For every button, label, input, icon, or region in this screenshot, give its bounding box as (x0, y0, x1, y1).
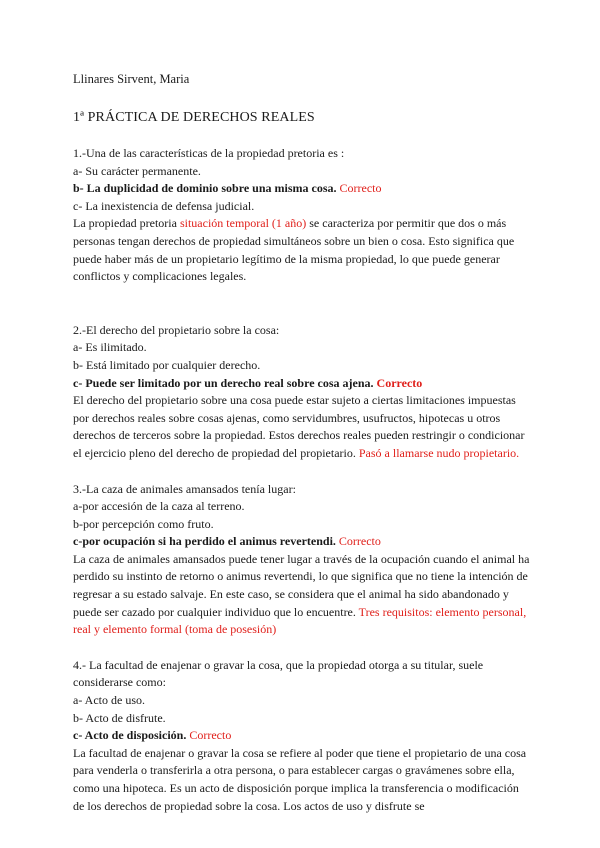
question-4 (73, 657, 530, 815)
explanation-text: La facultad de enajenar o gravar la cosa se refiere al poder que tiene el propietario de una cosa para venderla o transferirla a otra persona, o para establecer cargas o gravámenes sobre ella, como una hipoteca. Es un acto de disposición porque implica la transferencia o modificación de los derechos de propiedad sobre la cosa. Los actos de uso y disfrute se (73, 745, 527, 813)
explanation-text: La caza de animales amansados puede tener lugar a través de la ocupación cuando el animal ha perdido su instinto de retorno o animus revertendi, lo que significa que no tiene la intención de regresar a su estado salvaje. En este caso, se considera que el animal ha sido abandonado y puede ser cazado por cualquier individuo que lo encuentre. (73, 551, 530, 619)
option-text: c- Acto de disposición. (73, 728, 187, 743)
option-text: b- La duplicidad de dominio sobre una misma cosa. (73, 181, 337, 196)
explanation (73, 215, 530, 285)
option-b: b- Acto de disfrute. (73, 710, 166, 725)
question-1 (73, 145, 530, 286)
explanation-note: Pasó a llamarse nudo propietario. (358, 445, 520, 460)
explanation (73, 392, 530, 462)
option-a: a- Acto de uso. (73, 693, 145, 708)
option-c: c- La inexistencia de defensa judicial. (73, 198, 255, 213)
option-b: b- Está limitado por cualquier derecho. (73, 357, 261, 372)
option-a: a- Su carácter permanente. (73, 163, 201, 178)
question-3 (73, 481, 530, 639)
correct-label: Correcto (338, 534, 381, 549)
question-prompt: 1.-Una de las características de la propiedad pretoria es : (73, 146, 345, 160)
explanation-note: situación temporal (1 año) (179, 216, 307, 231)
option-b-correct (73, 180, 530, 198)
question-prompt: 2.-El derecho del propietario sobre la cosa: (73, 322, 280, 337)
explanation-text: La propiedad pretoria (73, 216, 180, 231)
correct-label: Correcto (189, 728, 232, 743)
spacer (73, 463, 530, 481)
correct-label: Correcto (376, 375, 423, 390)
question-prompt: 3.-La caza de animales amansados tenía lugar: (73, 481, 296, 496)
correct-label: Correcto (339, 181, 382, 196)
option-text: c-por ocupación si ha perdido el animus revertendi. (73, 534, 336, 549)
explanation (73, 745, 530, 815)
question-prompt: 4.- La facultad de enajenar o gravar la cosa, que la propiedad otorga a su titular, suele considerarse como: (73, 657, 484, 690)
author-name: Llinares Sirvent, Maria (73, 72, 190, 86)
document-title: 1ª PRÁCTICA DE DERECHOS REALES (73, 110, 315, 125)
option-a: a-por accesión de la caza al terreno. (73, 499, 245, 514)
question-2 (73, 322, 530, 463)
explanation-text: se caracteriza por permitir que dos o más personas tengan derechos de propiedad simultáneos sobre un bien o cosa. Esto significa que puede haber más de un propietario legítimo de la misma propiedad, lo que puede generar conflictos y complicaciones legales. (73, 216, 515, 284)
explanation-text: El derecho del propietario sobre una cosa puede estar sujeto a ciertas limitaciones impuestas por derechos reales sobre cosas ajenas, como servidumbres, usufructos, hipotecas u otros derechos de terceros sobre la propiedad. Estos derechos reales pueden restringir o condicionar el ejercicio pleno del derecho de propiedad del propietario. (73, 393, 525, 460)
option-a: a- Es ilimitado. (73, 340, 147, 355)
explanation (73, 551, 530, 639)
option-c-correct (73, 533, 530, 551)
spacer (73, 286, 530, 322)
spacer (73, 639, 530, 657)
option-text: c- Puede ser limitado por un derecho real sobre cosa ajena. (73, 375, 374, 390)
option-c-correct (73, 727, 530, 745)
option-b: b-por percepción como fruto. (73, 516, 214, 531)
option-c-correct (73, 375, 530, 393)
explanation-note: Tres requisitos: elemento personal, real y elemento formal (toma de posesión) (73, 604, 527, 637)
